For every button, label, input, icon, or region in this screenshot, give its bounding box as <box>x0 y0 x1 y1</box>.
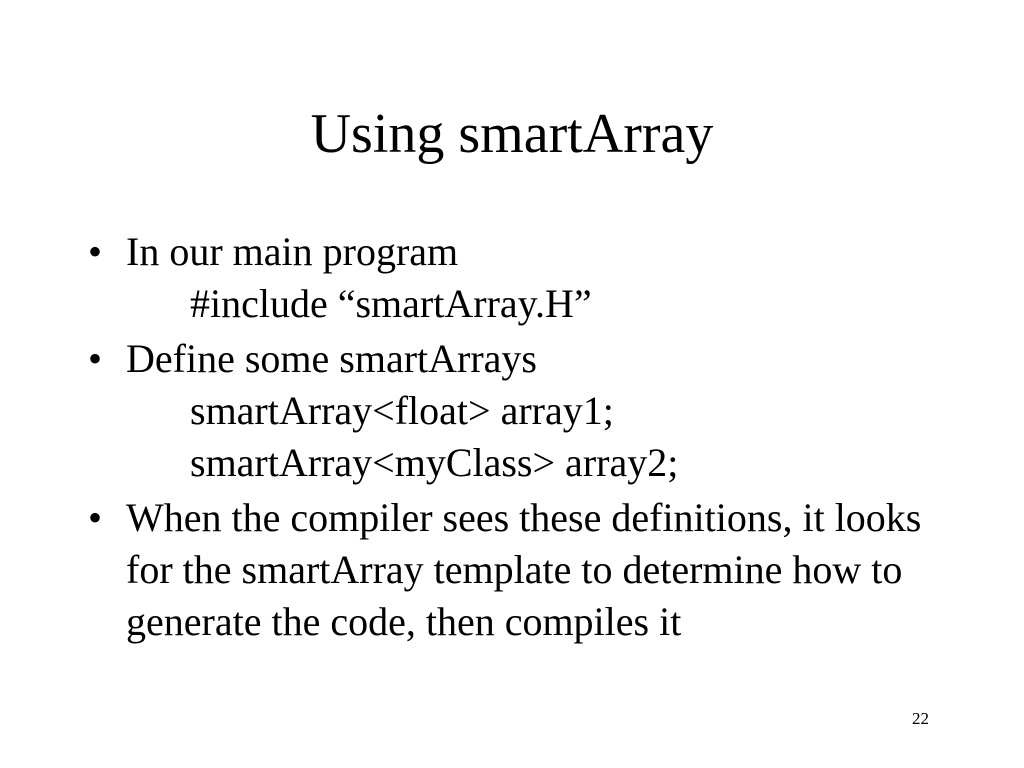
bullet-item <box>88 492 948 648</box>
bullet-marker: • <box>88 229 103 274</box>
bullet-marker: • <box>88 336 103 381</box>
code-line: smartArray<myClass> array2; <box>190 440 679 485</box>
page-number: 22 <box>912 709 929 728</box>
slide-title: Using smartArray <box>310 103 714 165</box>
code-line: smartArray<float> array1; <box>190 388 614 433</box>
bullet-item <box>88 333 948 489</box>
bullet-text: Define some smartArrays <box>126 336 537 381</box>
code-line: #include “smartArray.H” <box>190 281 592 326</box>
bullet-marker: • <box>88 495 103 540</box>
bullet-text: In our main program <box>126 229 459 274</box>
bullet-list <box>88 226 948 651</box>
bullet-item <box>88 226 948 330</box>
bullet-text: When the compiler sees these definitions, it looks for the smartArray template to determine how to generate the code, then compiles it <box>126 495 922 644</box>
